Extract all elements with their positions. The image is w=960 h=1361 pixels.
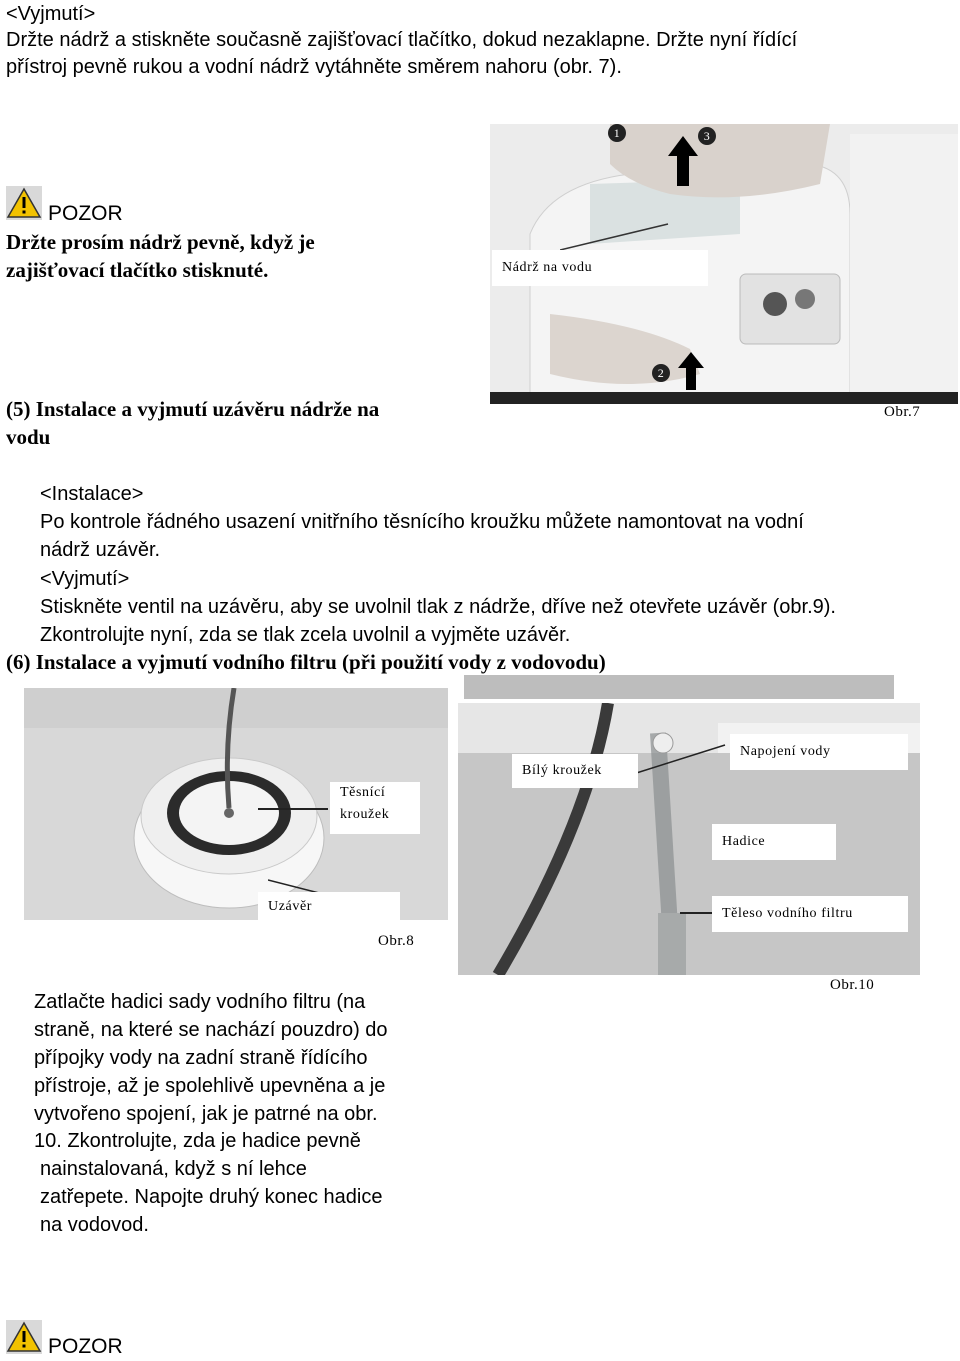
figure10-caption: Obr.10 bbox=[830, 977, 875, 993]
marker-1: 1 bbox=[608, 124, 626, 142]
label-filter-body: Těleso vodního filtru bbox=[712, 896, 908, 932]
warning1-title: POZOR bbox=[48, 202, 123, 225]
label-cap: Uzávěr bbox=[258, 892, 400, 922]
section5-title-line2: vodu bbox=[6, 425, 51, 449]
pointer-line bbox=[258, 804, 328, 814]
install-heading: <Instalace> bbox=[40, 483, 144, 505]
instruction-line: 10. Zkontrolujte, zda je hadice pevně bbox=[34, 1130, 361, 1152]
warning1-line2: zajišťovací tlačítko stisknuté. bbox=[6, 258, 269, 282]
vyjmuti-line1: Držte nádrž a stiskněte současně zajišťovací tlačítko, dokud nezaklapne. Držte nyní řídící bbox=[6, 29, 798, 51]
label-seal-line2: kroužek bbox=[340, 807, 390, 822]
figure7-caption: Obr.7 bbox=[884, 404, 921, 420]
instruction-line: nainstalovaná, když s ní lehce bbox=[40, 1158, 307, 1180]
figure8-caption: Obr.8 bbox=[378, 933, 415, 949]
instruction-line: přípojky vody na zadní straně řídícího bbox=[34, 1047, 368, 1069]
label-seal bbox=[330, 782, 420, 834]
label-hose: Hadice bbox=[712, 824, 836, 860]
label-seal-line1: Těsnící bbox=[340, 785, 386, 800]
label-white-ring: Bílý kroužek bbox=[512, 754, 638, 788]
label-connection: Napojení vody bbox=[730, 734, 908, 770]
section5-title-line1: (5) Instalace a vyjmutí uzávěru nádrže na bbox=[6, 397, 380, 421]
install-line2: nádrž uzávěr. bbox=[40, 539, 161, 561]
pointer-line bbox=[630, 740, 730, 780]
marker-2: 2 bbox=[652, 364, 670, 382]
remove-line1: Stiskněte ventil na uzávěru, aby se uvolnil tlak z nádrže, dříve než otevřete uzávěr (obr.9). bbox=[40, 596, 836, 618]
instruction-line: vytvořeno spojení, jak je patrné na obr. bbox=[34, 1103, 378, 1125]
section6-title: (6) Instalace a vyjmutí vodního filtru (při použití vody z vodovodu) bbox=[6, 650, 606, 674]
label-tank: Nádrž na vodu bbox=[492, 250, 708, 286]
instruction-line: přístroje, až je spolehlivě upevněna a je bbox=[34, 1075, 386, 1097]
instruction-line: Zatlačte hadici sady vodního filtru (na bbox=[34, 991, 366, 1013]
instruction-line: zatřepete. Napojte druhý konec hadice bbox=[40, 1186, 383, 1208]
warning-icon bbox=[6, 1320, 42, 1354]
warning2-title: POZOR bbox=[48, 1335, 123, 1358]
instruction-line: straně, na které se nachází pouzdro) do bbox=[34, 1019, 388, 1041]
arrow-up-icon bbox=[678, 352, 704, 390]
instruction-line: na vodovod. bbox=[40, 1214, 149, 1236]
warning1-line1: Držte prosím nádrž pevně, když je bbox=[6, 230, 315, 254]
remove-line2: Zkontrolujte nyní, zda se tlak zcela uvolnil a vyjměte uzávěr. bbox=[40, 624, 571, 646]
warning-icon bbox=[6, 186, 42, 220]
vyjmuti-heading: <Vyjmutí> bbox=[6, 3, 96, 25]
pointer-line bbox=[560, 222, 670, 252]
install-line1: Po kontrole řádného usazení vnitřního těsnícího kroužku můžete namontovat na vodní bbox=[40, 511, 804, 533]
remove-heading: <Vyjmutí> bbox=[40, 568, 130, 590]
arrow-up-icon bbox=[668, 136, 698, 186]
figure-strip bbox=[464, 675, 894, 699]
vyjmuti-line2: přístroj pevně rukou a vodní nádrž vytáhněte směrem nahoru (obr. 7). bbox=[6, 56, 622, 78]
marker-3: 3 bbox=[698, 127, 716, 145]
